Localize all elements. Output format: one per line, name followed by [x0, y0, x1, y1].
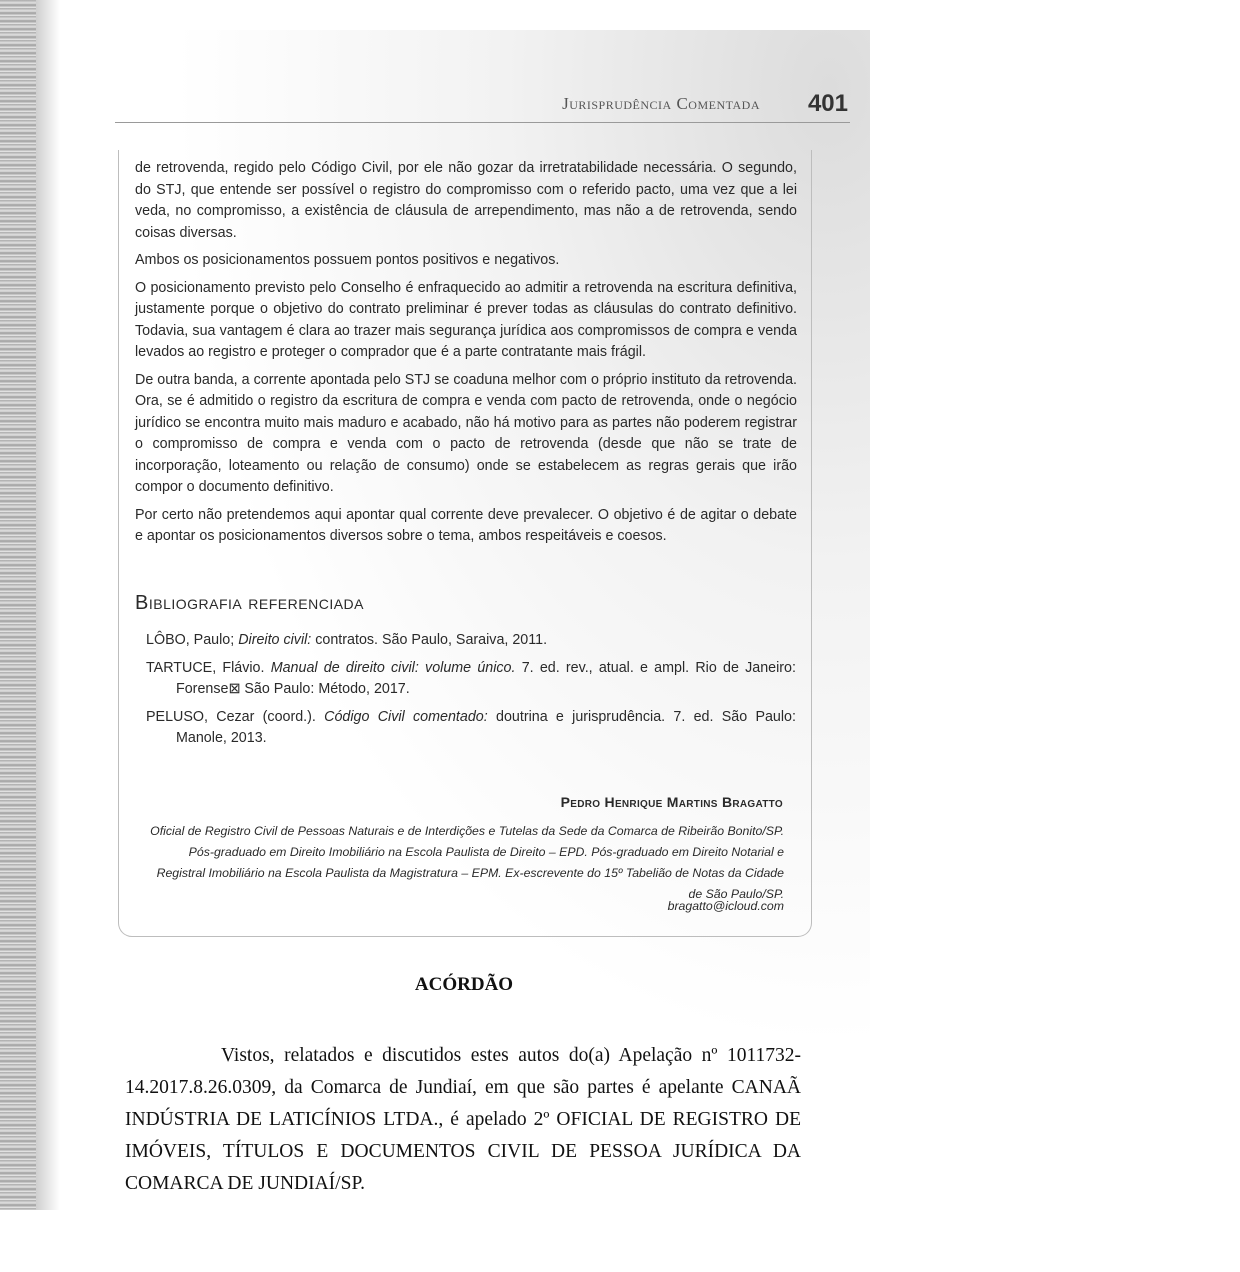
bib-title: Manual de direito civil: volume único. — [270, 659, 516, 676]
bib-author: LÔBO, Paulo; — [146, 632, 239, 648]
article-paragraph: de retrovenda, regido pelo Código Civil, por ele não gozar da irretratabilidade necessária. O segundo, do STJ, que entende ser possível o registro do compromisso com o referido pacto, uma vez que a lei veda, no compromisso, a existência de cláusula de arrependimento, mas não a de retrovenda, sendo coisas diversas. — [135, 160, 797, 241]
bibliography-heading: Bibliografia referenciada — [135, 592, 364, 614]
bib-author: TARTUCE, Flávio. — [146, 659, 271, 676]
page-number: 401 — [807, 90, 848, 117]
bib-details: contratos. São Paulo, Saraiva, 2011. — [311, 632, 548, 648]
acordao-body: Vistos, relatados e discutidos estes autos do(a) Apelação nº 1011732-14.2017.8.26.0309, da Comarca de Jundiaí, em que são partes é apelante CANAÃ INDÚSTRIA DE LATICÍNIOS LTDA., é apelado 2º OFICIAL DE REGISTRO DE IMÓVEIS, TÍTULOS E DOCUMENTOS CIVIL DE PESSOA JURÍDICA DA COMARCA DE JUNDIAÍ/SP. — [125, 1045, 801, 1194]
running-header — [115, 92, 850, 123]
bib-details: doutrina e jurisprudência. 7. ed. São Paulo: Manole, 2013. — [176, 708, 796, 746]
article-body — [135, 158, 797, 554]
author-email: bragatto@icloud.com — [667, 899, 784, 913]
acordao-title: ACÓRDÃO — [414, 974, 514, 995]
article-paragraph: De outra banda, a corrente apontada pelo STJ se coaduna melhor com o próprio instituto da retrovenda. Ora, se é admitido o registro da escritura de compra e venda com pacto de retrovenda, onde o negócio jurídico se encontra muito mais maduro e acabado, não há motivo para as partes não poderem registrar o compromisso de compra e venda com o pacto de retrovenda (desde que não se trate de incorporação, loteamento ou relação de consumo) onde se estabelecem as regras gerais que irão compor o documento definitivo. — [135, 371, 797, 495]
bib-title: Código Civil comentado: — [324, 708, 488, 725]
bibliography-entry — [146, 630, 796, 652]
bib-title: Direito civil: — [238, 632, 312, 648]
article-paragraph: O posicionamento previsto pelo Conselho é enfraquecido ao admitir a retrovenda na escritura definitiva, justamente porque o objetivo do contrato preliminar é prever todas as cláusulas do contrato definitivo. Todavia, sua vantagem é clara ao trazer mais segurança jurídica aos compromissos de compra e venda levados ao registro e proteger o comprador que é a parte contratante mais frágil. — [135, 279, 797, 360]
author-bio: Oficial de Registro Civil de Pessoas Naturais e de Interdições e Tutelas da Sede da Comarca de Ribeirão Bonito/SP. Pós-graduado em Direito Imobiliário na Escola Paulista de Direito – EPD. Pós-graduado em Direito Notarial e Registral Imobiliário na Escola Paulista da Magistratura – EPM. Ex-escrevente do 15º Tabelião de Notas da Cidade de São Paulo/SP. — [150, 824, 784, 901]
bibliography-list — [146, 630, 796, 756]
gutter-fade — [36, 0, 60, 1210]
article-paragraph: Por certo não pretendemos aqui apontar qual corrente deve prevalecer. O objetivo é de agitar o debate e apontar os posicionamentos diversos sobre o tema, ambos respeitáveis e coesos. — [135, 506, 797, 544]
author-name: Pedro Henrique Martins Bragatto — [560, 794, 783, 810]
book-spine-shadow — [0, 0, 36, 1210]
article-paragraph: Ambos os posicionamentos possuem pontos positivos e negativos. — [135, 252, 560, 268]
bib-details: 7. ed. rev., atual. e ampl. Rio de Janeiro: Forense⊠ São Paulo: Método, 2017. — [176, 659, 796, 697]
bibliography-entry — [146, 707, 796, 750]
bib-author: PELUSO, Cezar (coord.). — [146, 708, 325, 725]
bibliography-entry — [146, 658, 796, 701]
running-header-title: Jurisprudência Comentada — [562, 94, 760, 113]
